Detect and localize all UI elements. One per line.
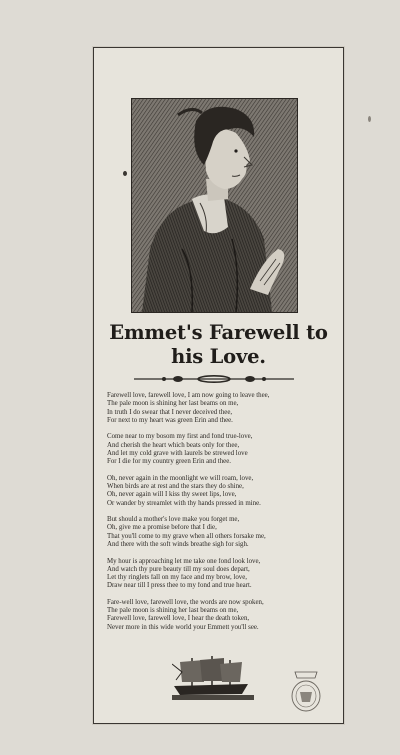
title-line-2: his Love. [171, 345, 266, 368]
stanza [107, 558, 337, 591]
verse-line: And watch thy pure beauty till my soul does depart, [107, 565, 250, 573]
verse-line: Never more in this wide world your Emmett you'll see. [107, 623, 259, 631]
library-stamp-icon [289, 668, 323, 714]
verse-line: For next to my heart was green Erin and thee. [107, 416, 233, 424]
portrait-icon [132, 99, 297, 312]
verse-line: Oh, never again in the moonlight we will roam, love, [107, 474, 254, 482]
verse-line: In truth I do swear that I never deceived thee, [107, 408, 233, 416]
ballad-title [94, 321, 343, 369]
portrait-engraving [131, 98, 298, 313]
stanza [107, 475, 337, 508]
verse-line: Oh, never again will I kiss thy sweet lips, love, [107, 491, 237, 499]
decorative-rule-icon [134, 375, 294, 383]
title-line-1: Emmet's Farewell to [109, 321, 328, 344]
verse-line: The pale moon is shining her last beams on me, [107, 400, 239, 408]
verse-line: Farewell love, farewell love, I am now going to leave thee, [107, 392, 270, 399]
verse-line: And there with the soft winds breathe sigh for sigh. [107, 541, 249, 549]
verse-line: Draw near till I press thee to my fond and true heart. [107, 582, 252, 590]
verse-line: Let thy ringlets fall on my face and my brow, love, [107, 574, 248, 582]
broadside-sheet [93, 47, 344, 724]
stanza [107, 599, 337, 632]
verse-line: For I die for my country green Erin and thee. [107, 458, 231, 466]
verse-line: Oh, give me a promise before that I die, [107, 524, 217, 532]
verse-line: Farewell love, farewell love, I hear the death token, [107, 615, 250, 623]
ship-woodcut-icon [172, 654, 254, 700]
verse-line: And let my cold grave with laurels be strewed love [107, 449, 248, 457]
ink-speck [123, 171, 127, 176]
verse-line: The pale moon is shining her last beams on me, [107, 607, 239, 615]
verses [107, 392, 337, 640]
verse-line: And cherish the heart which beats only for thee, [107, 441, 240, 449]
verse-line: Come near to my bosom my first and fond true-love, [107, 433, 253, 441]
verse-line: Fare-well love, farewell love, the words are now spoken, [107, 598, 264, 606]
stanza [107, 433, 337, 466]
verse-line: That you'll come to my grave when all others forsake me, [107, 532, 266, 540]
ink-speck [368, 116, 371, 122]
verse-line: But should a mother's love make you forget me, [107, 516, 240, 524]
stanza [107, 392, 337, 425]
verse-line: Or wander by streamlet with thy hands pressed in mine. [107, 499, 261, 507]
verse-line: When birds are at rest and the stars they do shine, [107, 483, 244, 491]
verse-line: My hour is approaching let me take one fond look love, [107, 557, 261, 565]
stanza [107, 516, 337, 549]
